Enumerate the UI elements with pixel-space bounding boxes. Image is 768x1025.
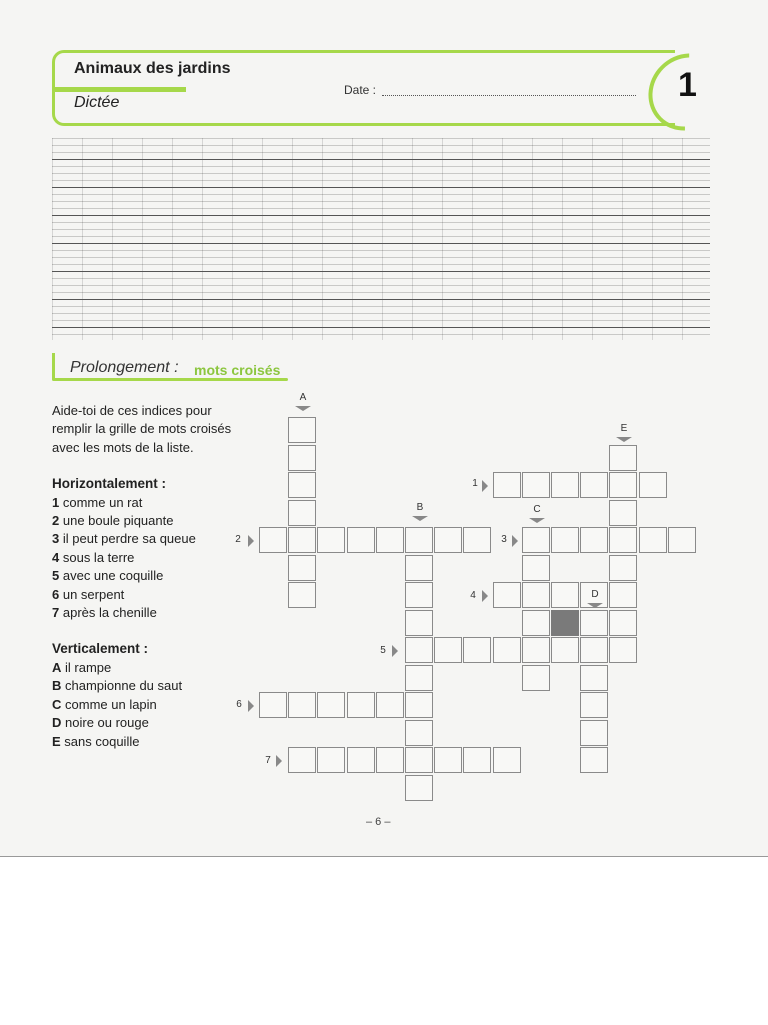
arrow-right-icon — [512, 535, 518, 547]
arrow-right-icon — [482, 480, 488, 492]
arrow-down-icon — [295, 406, 311, 411]
crossword-black-cell — [551, 610, 579, 636]
crossword-cell[interactable] — [609, 527, 637, 553]
crossword-cell[interactable] — [551, 472, 579, 498]
clue-number: 4 — [52, 549, 60, 565]
crossword-cell[interactable] — [609, 445, 637, 471]
start-label-5: 5 — [380, 645, 386, 656]
clues-panel — [52, 402, 242, 751]
crossword-cell[interactable] — [405, 747, 433, 773]
section-accent-bar — [52, 353, 55, 379]
crossword-cell[interactable] — [259, 692, 287, 718]
crossword-cell[interactable] — [288, 500, 316, 526]
crossword-cell[interactable] — [405, 582, 433, 608]
crossword-cell[interactable] — [551, 527, 579, 553]
clue-text: sans coquille — [64, 733, 140, 749]
crossword-cell[interactable] — [580, 610, 608, 636]
crossword-cell[interactable] — [405, 665, 433, 691]
crossword-cell[interactable] — [288, 582, 316, 608]
crossword-cell[interactable] — [317, 527, 345, 553]
clue-letter: B — [52, 678, 62, 694]
crossword-cell[interactable] — [288, 555, 316, 581]
clue-number: 5 — [52, 568, 60, 584]
crossword-cell[interactable] — [580, 527, 608, 553]
arrow-down-icon — [412, 516, 428, 521]
crossword-cell[interactable] — [434, 747, 462, 773]
start-label-E: E — [620, 423, 628, 434]
clue-letter: A — [52, 659, 62, 675]
clue-text: championne du saut — [65, 678, 183, 694]
writing-line — [52, 271, 710, 272]
crossword-cell[interactable] — [347, 747, 375, 773]
start-label-7: 7 — [265, 755, 271, 766]
crossword-cell[interactable] — [434, 527, 462, 553]
start-label-6: 6 — [236, 699, 242, 710]
section-subtitle: mots croisés — [194, 362, 281, 378]
crossword-cell[interactable] — [376, 747, 404, 773]
title-accent-bar — [54, 87, 186, 92]
chapter-number: 1 — [678, 66, 697, 104]
clue-vB — [52, 677, 242, 695]
writing-line — [52, 159, 710, 160]
clue-text: il peut perdre sa queue — [62, 531, 196, 547]
crossword-cell[interactable] — [580, 692, 608, 718]
crossword-cell[interactable] — [522, 665, 550, 691]
clue-h7 — [52, 604, 242, 622]
crossword-cell[interactable] — [668, 527, 696, 553]
clue-h5 — [52, 567, 242, 585]
start-label-A: A — [299, 392, 307, 403]
arrow-right-icon — [482, 590, 488, 602]
clue-vA — [52, 659, 242, 677]
writing-line — [52, 215, 710, 216]
crossword-cell[interactable] — [522, 610, 550, 636]
vertical-heading: Verticalement : — [52, 641, 149, 657]
crossword-cell[interactable] — [288, 527, 316, 553]
crossword-cell[interactable] — [522, 637, 550, 663]
crossword-cell[interactable] — [288, 472, 316, 498]
crossword-cell[interactable] — [405, 692, 433, 718]
clue-text: noire ou rouge — [65, 715, 149, 731]
crossword-cell[interactable] — [580, 665, 608, 691]
crossword-cell[interactable] — [551, 582, 579, 608]
crossword-cell[interactable] — [522, 555, 550, 581]
crossword-cell[interactable] — [317, 747, 345, 773]
date-field[interactable] — [382, 95, 636, 96]
clue-vC — [52, 696, 242, 714]
crossword-cell[interactable] — [522, 582, 550, 608]
writing-line — [52, 187, 710, 188]
section-title: Prolongement : — [70, 359, 179, 376]
clue-h3 — [52, 530, 242, 548]
scan-margin — [0, 856, 768, 1025]
clue-number: 3 — [52, 531, 60, 547]
crossword-cell[interactable] — [609, 582, 637, 608]
arrow-right-icon — [392, 645, 398, 657]
clue-h2 — [52, 512, 242, 530]
clue-vE — [52, 733, 242, 751]
arrow-right-icon — [248, 535, 254, 547]
crossword-cell[interactable] — [376, 527, 404, 553]
crossword-cell[interactable] — [609, 472, 637, 498]
clue-text: comme un lapin — [65, 696, 157, 712]
clue-text: sous la terre — [62, 549, 135, 565]
crossword-cell[interactable] — [463, 747, 491, 773]
crossword-cell[interactable] — [405, 555, 433, 581]
writing-line — [52, 299, 710, 300]
crossword-cell[interactable] — [405, 610, 433, 636]
crossword-cell[interactable] — [347, 692, 375, 718]
clue-text: une boule piquante — [62, 513, 174, 529]
crossword-cell[interactable] — [463, 527, 491, 553]
crossword-cell[interactable] — [580, 472, 608, 498]
horizontal-heading: Horizontalement : — [52, 476, 167, 492]
clue-h6 — [52, 586, 242, 604]
clue-text: après la chenille — [62, 605, 157, 621]
crossword-cell[interactable] — [288, 747, 316, 773]
crossword-cell[interactable] — [405, 637, 433, 663]
start-label-1: 1 — [472, 478, 478, 489]
writing-line — [52, 243, 710, 244]
clue-number: 7 — [52, 605, 60, 621]
crossword-cell[interactable] — [493, 582, 521, 608]
start-label-C: C — [533, 504, 541, 515]
crossword-cell[interactable] — [405, 720, 433, 746]
crossword-cell[interactable] — [434, 637, 462, 663]
arrow-right-icon — [276, 755, 282, 767]
clue-text: il rampe — [65, 659, 112, 675]
start-label-D: D — [591, 589, 599, 600]
crossword-cell[interactable] — [639, 527, 667, 553]
start-label-4: 4 — [470, 590, 476, 601]
clue-text: avec une coquille — [62, 568, 164, 584]
clue-h1 — [52, 494, 242, 512]
crossword-cell[interactable] — [609, 555, 637, 581]
page-subtitle: Dictée — [74, 94, 120, 111]
crossword-cell[interactable] — [493, 747, 521, 773]
arrow-right-icon — [248, 700, 254, 712]
writing-line — [52, 327, 710, 328]
clue-letter: D — [52, 715, 62, 731]
clue-number: 6 — [52, 586, 60, 602]
clue-letter: E — [52, 733, 61, 749]
crossword-cell[interactable] — [463, 637, 491, 663]
crossword-cell[interactable] — [493, 472, 521, 498]
clue-text: comme un rat — [62, 494, 143, 510]
crossword-cell[interactable] — [551, 637, 579, 663]
arrow-down-icon — [616, 437, 632, 442]
crossword-cell[interactable] — [317, 692, 345, 718]
date-label: Date : — [344, 83, 377, 97]
clue-number: 1 — [52, 494, 60, 510]
crossword-cell[interactable] — [405, 527, 433, 553]
crossword-cell[interactable] — [522, 472, 550, 498]
crossword-cell[interactable] — [288, 445, 316, 471]
crossword-cell[interactable] — [522, 527, 550, 553]
crossword-cell[interactable] — [580, 637, 608, 663]
crossword-cell[interactable] — [493, 637, 521, 663]
section-underline — [52, 378, 288, 381]
crossword-cell[interactable] — [609, 500, 637, 526]
arrow-down-icon — [587, 603, 603, 608]
start-label-2: 2 — [235, 534, 241, 545]
clue-vD — [52, 714, 242, 732]
crossword-cell[interactable] — [288, 417, 316, 443]
crossword-cell[interactable] — [259, 527, 287, 553]
instructions-text: Aide-toi de ces indices pour remplir la grille de mots croisés avec les mots de la liste. — [52, 403, 232, 455]
crossword-cell[interactable] — [347, 527, 375, 553]
dictation-writing-area[interactable] — [52, 138, 710, 340]
crossword-cell[interactable] — [639, 472, 667, 498]
clue-h4 — [52, 549, 242, 567]
clue-number: 2 — [52, 513, 60, 529]
crossword-cell[interactable] — [609, 637, 637, 663]
crossword-cell[interactable] — [288, 692, 316, 718]
start-label-B: B — [416, 502, 424, 513]
arrow-down-icon — [529, 518, 545, 523]
crossword-cell[interactable] — [580, 720, 608, 746]
page-title: Animaux des jardins — [74, 60, 231, 77]
clue-letter: C — [52, 696, 62, 712]
clue-text: un serpent — [62, 586, 125, 602]
crossword-cell[interactable] — [376, 692, 404, 718]
start-label-3: 3 — [501, 534, 507, 545]
page-number: – 6 – — [366, 816, 391, 828]
crossword-cell[interactable] — [580, 747, 608, 773]
crossword-cell[interactable] — [609, 610, 637, 636]
crossword-cell[interactable] — [405, 775, 433, 801]
